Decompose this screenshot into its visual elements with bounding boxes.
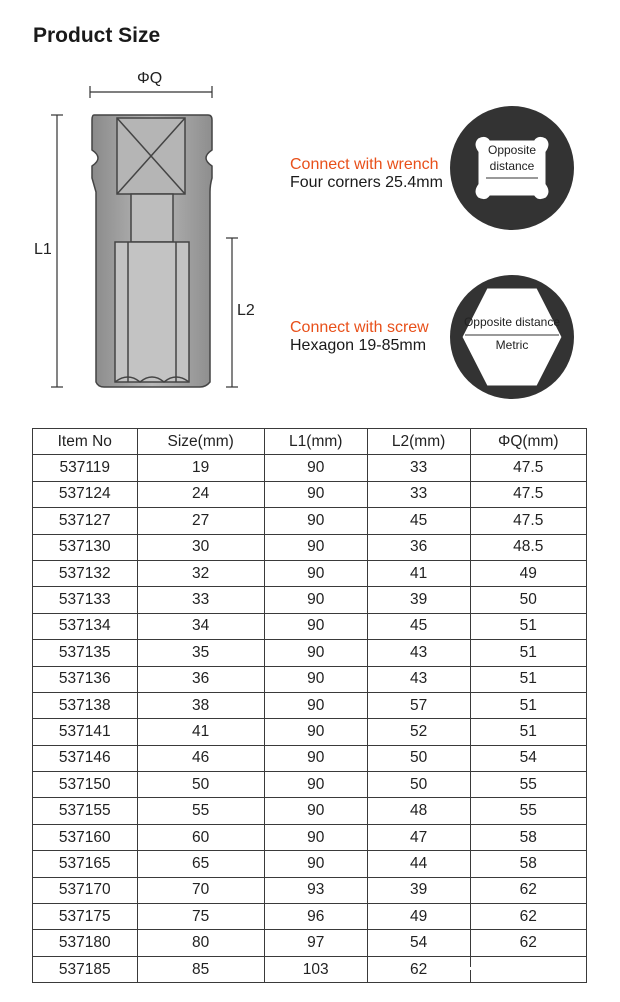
table-row	[33, 798, 587, 824]
table-row	[33, 877, 587, 903]
cell-phi-q: 55	[470, 798, 586, 824]
cell-l2: 50	[367, 745, 470, 771]
cell-l1: 96	[264, 904, 367, 930]
l1-dimension	[51, 115, 63, 387]
screw-circle-text-2: Metric	[495, 338, 529, 352]
cell-size: 60	[137, 824, 264, 850]
cell-size: 38	[137, 692, 264, 718]
cell-l1: 97	[264, 930, 367, 956]
cell-size: 33	[137, 587, 264, 613]
table-row	[33, 534, 587, 560]
table-row	[33, 481, 587, 507]
header-phi-q: ΦQ(mm)	[470, 429, 586, 455]
table-row	[33, 851, 587, 877]
phi-q-label: ΦQ	[137, 70, 163, 87]
cell-l1: 90	[264, 798, 367, 824]
cell-l1: 90	[264, 455, 367, 481]
table-row	[33, 613, 587, 639]
cell-l1: 90	[264, 719, 367, 745]
table-row	[33, 692, 587, 718]
cell-item-no: 537134	[33, 613, 138, 639]
table-row	[33, 904, 587, 930]
cell-phi-q: 49	[470, 560, 586, 586]
cell-l1: 90	[264, 745, 367, 771]
cell-l1: 90	[264, 692, 367, 718]
cell-item-no: 537135	[33, 640, 138, 666]
cell-size: 65	[137, 851, 264, 877]
cell-size: 70	[137, 877, 264, 903]
cell-phi-q: 51	[470, 719, 586, 745]
cell-l2: 36	[367, 534, 470, 560]
cell-item-no: 537170	[33, 877, 138, 903]
table-header-row	[33, 429, 587, 455]
table-row	[33, 745, 587, 771]
cell-item-no: 537146	[33, 745, 138, 771]
cell-l2: 47	[367, 824, 470, 850]
table-row	[33, 508, 587, 534]
cell-l1: 90	[264, 851, 367, 877]
wrench-circle-text-2: distance	[489, 159, 535, 173]
cell-l1: 90	[264, 534, 367, 560]
cell-phi-q: 51	[470, 640, 586, 666]
table-row	[33, 560, 587, 586]
cell-item-no: 537165	[33, 851, 138, 877]
cell-phi-q: 51	[470, 692, 586, 718]
cell-l2: 44	[367, 851, 470, 877]
cell-l2: 54	[367, 930, 470, 956]
table-row	[33, 824, 587, 850]
cell-phi-q: 58	[470, 824, 586, 850]
cell-l2: 41	[367, 560, 470, 586]
product-diagram	[0, 60, 620, 400]
header-l2: L2(mm)	[367, 429, 470, 455]
screw-connection-note	[290, 319, 429, 355]
cell-l1: 90	[264, 772, 367, 798]
cell-size: 32	[137, 560, 264, 586]
wrench-circle-text-1: Opposite	[487, 143, 537, 157]
l2-label: L2	[237, 302, 255, 319]
table-row	[33, 640, 587, 666]
cell-item-no: 537160	[33, 824, 138, 850]
cell-size: 36	[137, 666, 264, 692]
cell-item-no: 537127	[33, 508, 138, 534]
cell-size: 41	[137, 719, 264, 745]
cell-size: 55	[137, 798, 264, 824]
cell-l2: 49	[367, 904, 470, 930]
cell-l1: 93	[264, 877, 367, 903]
cell-phi-q: 47.5	[470, 481, 586, 507]
socket-body	[92, 115, 212, 387]
table-row	[33, 930, 587, 956]
screw-circle-text-1: Opposite distance	[463, 315, 561, 329]
cell-item-no: 537150	[33, 772, 138, 798]
cell-size: 80	[137, 930, 264, 956]
header-l1: L1(mm)	[264, 429, 367, 455]
cell-size: 24	[137, 481, 264, 507]
cell-size: 27	[137, 508, 264, 534]
header-size: Size(mm)	[137, 429, 264, 455]
cell-l2: 39	[367, 587, 470, 613]
cell-item-no: 537185	[33, 956, 138, 982]
cell-l2: 45	[367, 508, 470, 534]
cell-l1: 90	[264, 613, 367, 639]
cell-item-no: 537130	[33, 534, 138, 560]
cell-l1: 90	[264, 587, 367, 613]
cell-l1: 90	[264, 560, 367, 586]
table-body	[33, 455, 587, 983]
table-row	[33, 587, 587, 613]
cell-phi-q: 47.5	[470, 508, 586, 534]
cell-item-no: 537136	[33, 666, 138, 692]
cell-l1: 90	[264, 481, 367, 507]
cell-l2: 43	[367, 666, 470, 692]
hex-profile-circle	[450, 275, 574, 399]
cell-item-no: 537141	[33, 719, 138, 745]
cell-l2: 50	[367, 772, 470, 798]
cell-size: 35	[137, 640, 264, 666]
cell-item-no: 537138	[33, 692, 138, 718]
cell-item-no: 537132	[33, 560, 138, 586]
table-row	[33, 719, 587, 745]
cell-l1: 90	[264, 508, 367, 534]
screw-heading: Connect with screw	[290, 319, 429, 336]
cell-l2: 48	[367, 798, 470, 824]
cell-l2: 52	[367, 719, 470, 745]
cell-size: 30	[137, 534, 264, 560]
header-item-no: Item No	[33, 429, 138, 455]
cell-size: 46	[137, 745, 264, 771]
cell-phi-q: 48.5	[470, 534, 586, 560]
cell-l2: 33	[367, 455, 470, 481]
cell-size: 50	[137, 772, 264, 798]
cell-item-no: 537133	[33, 587, 138, 613]
cell-phi-q: 58	[470, 851, 586, 877]
table-row	[33, 666, 587, 692]
page-title: Product Size	[33, 24, 161, 47]
cell-l1: 90	[264, 824, 367, 850]
cell-phi-q: 62	[470, 930, 586, 956]
cell-phi-q: 54	[470, 745, 586, 771]
cell-l2: 43	[367, 640, 470, 666]
wrench-profile-circle	[450, 106, 574, 230]
l1-label: L1	[34, 241, 52, 258]
cell-phi-q: 47.5	[470, 455, 586, 481]
cell-size: 34	[137, 613, 264, 639]
cell-l2: 33	[367, 481, 470, 507]
cell-item-no: 537119	[33, 455, 138, 481]
cell-l2: 57	[367, 692, 470, 718]
cell-l2: 62	[367, 956, 470, 982]
cell-item-no: 537124	[33, 481, 138, 507]
watermark-dashes	[437, 962, 587, 976]
screw-detail: Hexagon 19-85mm	[290, 337, 427, 354]
cell-size: 19	[137, 455, 264, 481]
wrench-heading: Connect with wrench	[290, 156, 439, 173]
cell-l1: 90	[264, 666, 367, 692]
spec-table	[32, 428, 587, 983]
cell-item-no: 537180	[33, 930, 138, 956]
cell-l2: 45	[367, 613, 470, 639]
cell-phi-q: 50	[470, 587, 586, 613]
cell-item-no: 537155	[33, 798, 138, 824]
wrench-connection-note	[290, 156, 443, 192]
cell-l1: 103	[264, 956, 367, 982]
cell-size: 75	[137, 904, 264, 930]
cell-phi-q: 51	[470, 613, 586, 639]
cell-size: 85	[137, 956, 264, 982]
cell-l2: 39	[367, 877, 470, 903]
cell-phi-q: 51	[470, 666, 586, 692]
wrench-detail: Four corners 25.4mm	[290, 174, 443, 191]
cell-phi-q: 62	[470, 877, 586, 903]
cell-l1: 90	[264, 640, 367, 666]
cell-item-no: 537175	[33, 904, 138, 930]
cell-phi-q: 62	[470, 904, 586, 930]
table-row	[33, 772, 587, 798]
cell-phi-q: 55	[470, 772, 586, 798]
table-row	[33, 455, 587, 481]
